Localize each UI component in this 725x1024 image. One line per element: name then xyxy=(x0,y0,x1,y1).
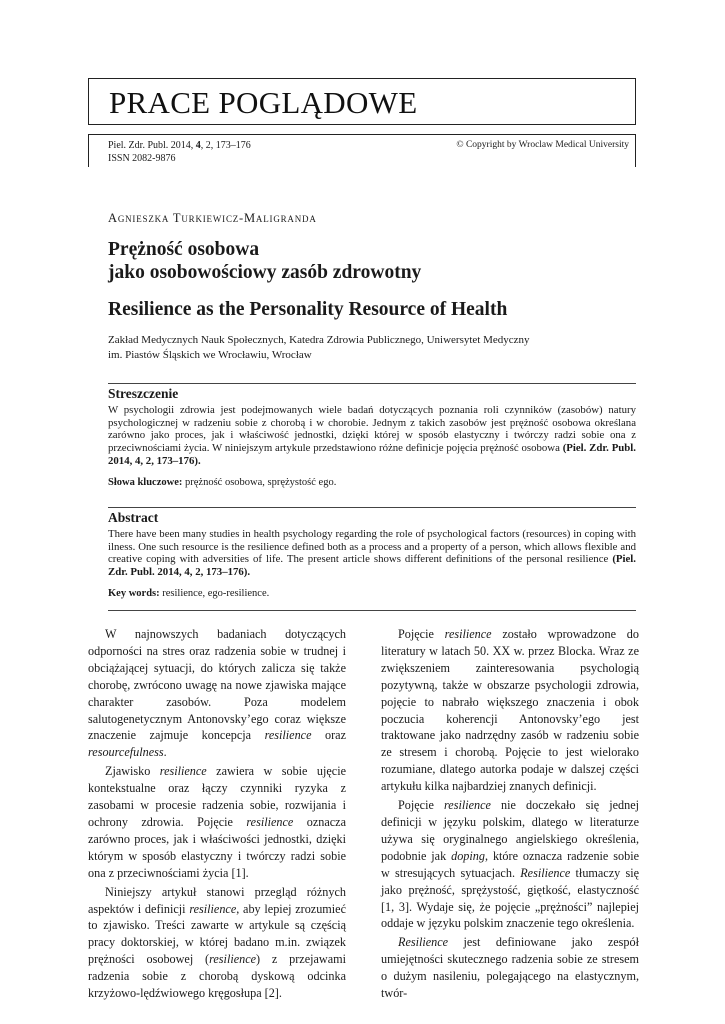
keywords-pl: prężność osobowa, sprężystość ego. xyxy=(182,476,337,488)
section-header-box xyxy=(88,78,636,125)
keywords-en: resilience, ego-resilience. xyxy=(159,587,270,599)
citation-text: Piel. Zdr. Publ. 2014, xyxy=(108,140,196,151)
copyright-notice: © Copyright by Wroclaw Medical University xyxy=(456,140,629,150)
title-polish-line2: jako osobowościowy zasób zdrowotny xyxy=(108,262,422,283)
streszczenie-body: W psychologii zdrowia jest podejmowanych wiele badań dotyczących poznania roli czynników (zasobów) natury psychologicznej w radzeniu sobie z chorobą i w chorobie. Jednym z takich zasobów jest prężność osobowa określana zarówno jako proces, jak i właściwość jednostki, dzięki której w sposób elastyczny i twórczy radzi sobie ona z przeciwnościami życia. W niniejszym artykule przedstawiono różne definicje pojęcia prężność osobowa xyxy=(108,403,636,455)
streszczenie-heading: Streszczenie xyxy=(108,386,179,401)
affiliation xyxy=(108,333,608,363)
paragraph: Resilience jest definiowane jako zespół umiejętności skutecznego radzenia sobie ze stresem o dużym nasileniu, polegającego na elastycznym, twór- xyxy=(381,935,639,1001)
paragraph: Zjawisko resilience zawiera w sobie ujęcie kontekstualne oraz łączy czynniki ryzyka z zasobami w procesie radzenia sobie, rozwijania i ochrony zdrowia. Pojęcie resilience oznacza zarówno proces, jak i właściwości jednostki, dzięki którym w sposób elastyczny i twórczy radzi sobie ona z przeciwnościami życia [1]. xyxy=(88,764,346,880)
abstract-body: There have been many studies in health psychology regarding the role of psychological factors (resources) in coping with ilness. One such resource is the resilience defined both as a process and a property of a person, which allows flexible and creative coping with adversities of life. The present article shows different definitions of the personal resilience xyxy=(108,527,636,566)
abstract-box xyxy=(108,507,636,601)
citation-info xyxy=(108,139,251,165)
paragraph: W najnowszych badaniach dotyczących odporności na stres oraz radzenia sobie w trudnej i obciążającej sytuacji, do których zalicza się także chorobę, zwrócono uwagę na nowe zjawiska mające charakter zasobów. Poza modelem salutogenetycznym Antonovsky’ego coraz większe znaczenie zajmuje koncepcja resilience oraz resourcefulness. xyxy=(88,627,346,760)
streszczenie-citation: (Piel. Zdr. Publ. 2014, 4, 2, 173–176). xyxy=(108,442,636,467)
journal-citation xyxy=(108,139,251,152)
abstract-text xyxy=(108,528,636,579)
paragraph: Pojęcie resilience nie doczekało się jednej definicji w języku polskim, dlatego w literaturze używa się oryginalnego angielskiego określenia, podobnie jak doping, które oznacza radzenie sobie w stresujących sytuacjach. Resilience tłumaczy się jako prężność, sprężystość, giętkość, elastyczność [1, 3]. Wydaje się, że pojęcie „prężności” najlepiej oddaje w języku polskim znaczenie tego określenia. xyxy=(381,798,640,931)
abstract-citation: (Piel. Zdr. Publ. 2014, 4, 2, 173–176). xyxy=(108,553,636,579)
keywords-label-en: Key words: xyxy=(108,587,160,599)
citation-volume: 4 xyxy=(195,140,201,151)
paragraph: Niniejszy artykuł stanowi przegląd różnych aspektów i definicji resilience, aby lepiej zrozumieć to zjawisko. Treści zawarte w artykule są częścią pracy doktorskiej, w której badano m.in. związek prężności osobowej (resilience) z przejawami radzenia sobie z chorobą dyskową odcinka krzyżowo-lędźwiowego kręgosłupa [2]. xyxy=(88,884,346,1001)
streszczenie-box xyxy=(108,383,636,490)
abstract-heading: Abstract xyxy=(108,510,159,525)
keywords-label-pl: Słowa kluczowe: xyxy=(108,476,183,488)
abstract-keywords xyxy=(108,588,636,601)
title-polish xyxy=(108,238,421,284)
streszczenie-text xyxy=(108,404,636,468)
title-english: Resilience as the Personality Resource of Health xyxy=(108,299,508,320)
affiliation-line1: Zakład Medycznych Nauk Społecznych, Katedra Zdrowia Publicznego, Uniwersytet Medyczny xyxy=(108,334,530,346)
abstract-bottom-rule xyxy=(108,610,636,611)
paragraph: Pojęcie resilience zostało wprowadzone do literatury w latach 50. XX w. przez Blocka. Wraz ze zwiększeniem zainteresowania psychologią pozytywną, także w obszarze psychologii zdrowia, pojęcie to nabrało większego znaczenia i obok poczucia koherencji Antonovsky’ego jest traktowane jako nadrzędny zasób w radzeniu sobie ze stresem i chorobą. Pojęcie to jest wielorako rozumiane, dlatego autorka podaje w dalszej części artykułu kilka najbardziej znanych definicji. xyxy=(381,627,639,794)
author-name: Agnieszka Turkiewicz-Maligranda xyxy=(108,211,317,225)
affiliation-line2: im. Piastów Śląskich we Wrocławiu, Wrocław xyxy=(108,349,312,361)
issn: ISSN 2082-9876 xyxy=(108,153,176,164)
body-column-left xyxy=(88,626,346,1004)
citation-box xyxy=(88,134,636,167)
citation-pages: , 2, 173–176 xyxy=(200,140,251,151)
section-title: PRACE POGLĄDOWE xyxy=(109,85,418,120)
streszczenie-keywords xyxy=(108,477,636,490)
body-column-right xyxy=(381,626,639,1004)
title-polish-line1: Prężność osobowa xyxy=(108,239,260,260)
